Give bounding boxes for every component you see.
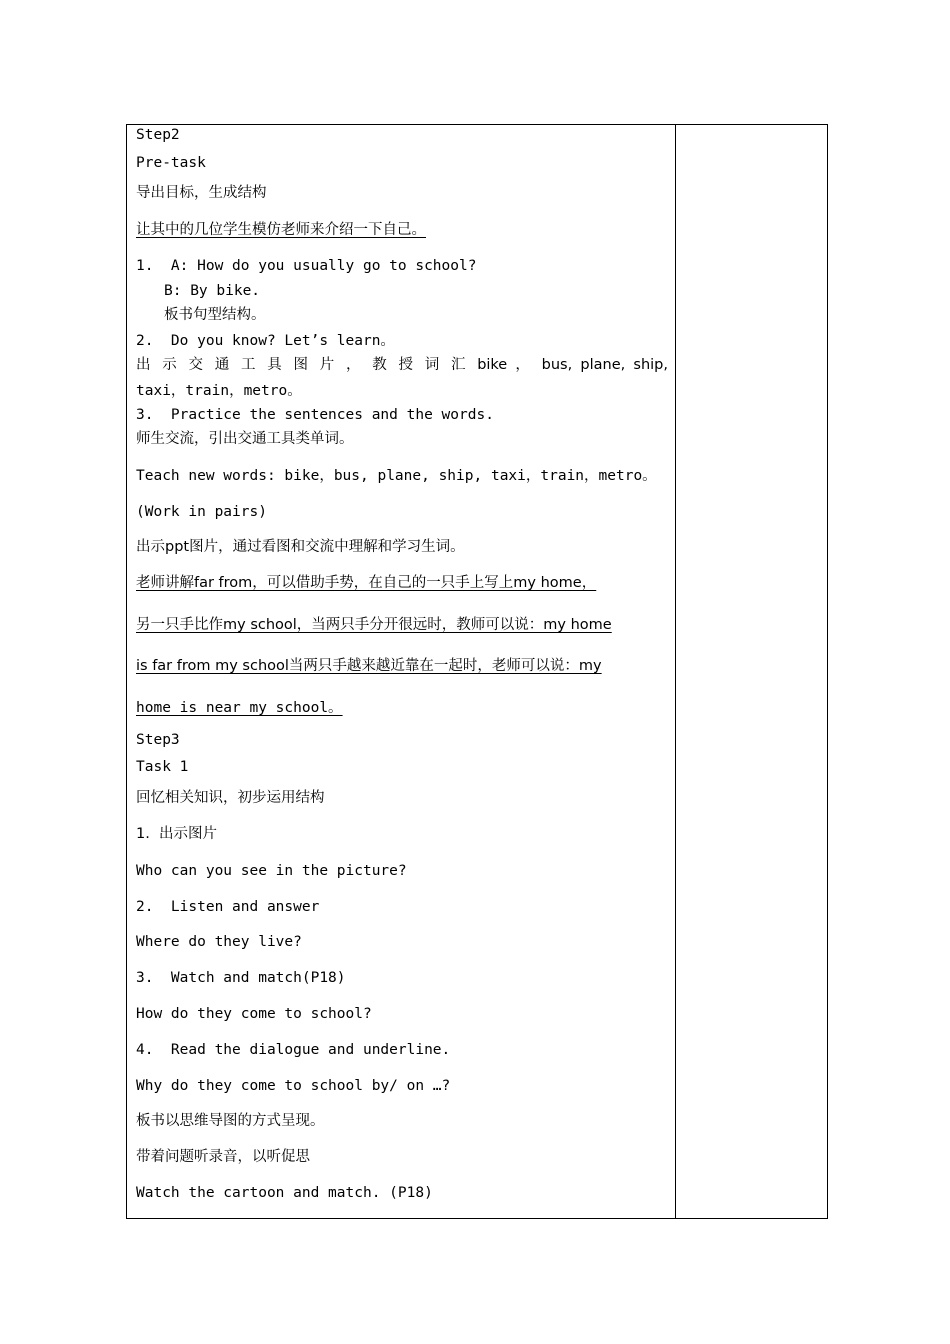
item-2-desc-line2: taxi，train，metro。 [136, 383, 302, 399]
task1-item-4-question: Why do they come to school by/ on …? [136, 1078, 451, 1094]
task1-heading: Task 1 [136, 759, 189, 775]
work-in-pairs: (Work in pairs) [136, 504, 267, 520]
task1-item-4: 4. Read the dialogue and underline. [136, 1042, 451, 1058]
pretask-intro: 让其中的几位学生模仿老师来介绍一下自己。 [136, 222, 426, 238]
item-3: 3. Practice the sentences and the words. [136, 407, 494, 423]
step2-heading: Step2 [136, 127, 180, 143]
watch-cartoon: Watch the cartoon and match. (P18) [136, 1185, 433, 1201]
ppt-note: 出示ppt图片，通过看图和交流中理解和学习生词。 [136, 539, 465, 555]
dialog-line-b: B: By bike. [164, 283, 261, 299]
far-from-line-4: home is near my school。 [136, 700, 343, 716]
lesson-plan-table [126, 124, 828, 1219]
pretask-heading: Pre-task [136, 155, 206, 171]
task1-item-3-question: How do they come to school? [136, 1006, 372, 1022]
board-mindmap-note: 板书以思维导图的方式呈现。 [136, 1113, 325, 1129]
item-3-desc: 师生交流，引出交通工具类单词。 [136, 431, 354, 447]
teach-new-words: Teach new words: bike，bus, plane, ship, taxi，train，metro。 [136, 468, 657, 484]
far-from-line-1: 老师讲解far from，可以借助手势，在自己的一只手上写上my home， [136, 575, 597, 591]
task1-item-1-question: Who can you see in the picture? [136, 863, 407, 879]
dialog-line-a: 1. A: How do you usually go to school? [136, 258, 477, 274]
dialog-board-note: 板书句型结构。 [164, 307, 266, 323]
task1-item-2-question: Where do they live? [136, 934, 302, 950]
far-from-line-2: 另一只手比作my school，当两只手分开很远时，教师可以说：my home [136, 617, 612, 633]
step3-heading: Step3 [136, 732, 180, 748]
pretask-goal: 导出目标，生成结构 [136, 185, 267, 201]
task1-goal: 回忆相关知识，初步运用结构 [136, 790, 325, 806]
task1-item-1: 1. 出示图片 [136, 826, 218, 842]
far-from-line-3: is far from my school当两只手越来越近靠在一起时，老师可以说：my [136, 658, 602, 674]
item-2-desc-line1: 出 示 交 通 工 具 图 片 ， 教 授 词 汇 bike ， bus, plane, ship, [136, 357, 668, 373]
notes-cell [676, 125, 827, 1218]
task1-item-3: 3. Watch and match(P18) [136, 970, 346, 986]
task1-item-2: 2. Listen and answer [136, 899, 320, 915]
listen-think-note: 带着问题听录音，以听促思 [136, 1149, 310, 1165]
item-2: 2. Do you know? Let’s learn。 [136, 333, 395, 349]
